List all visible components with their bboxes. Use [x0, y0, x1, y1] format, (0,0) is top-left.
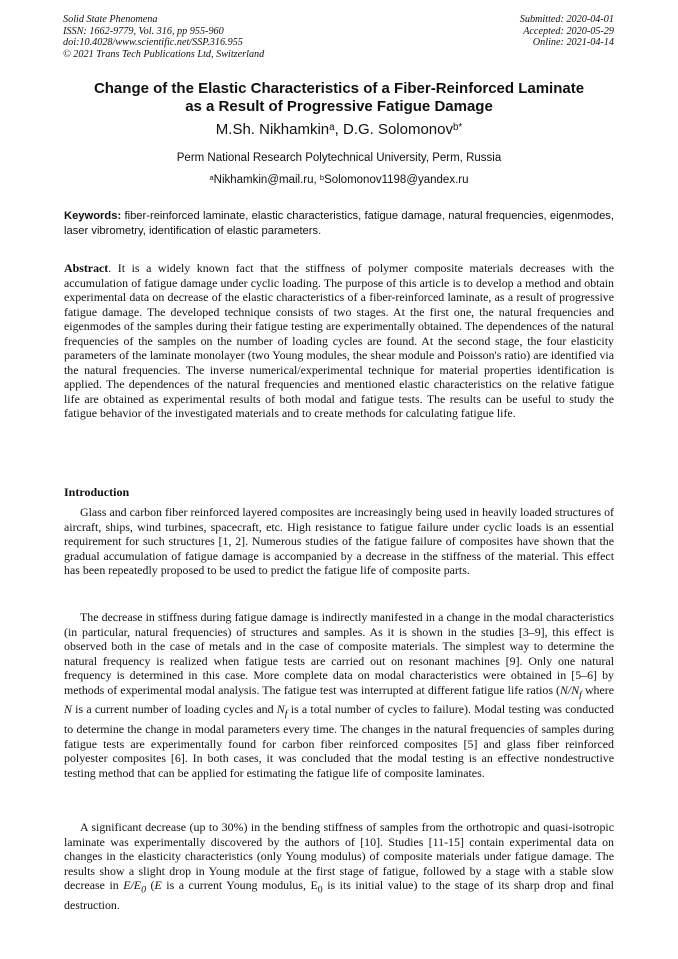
symbol-nf [276, 702, 288, 720]
p3-part-b: ( [146, 878, 155, 892]
symbol-nf-base: N [276, 702, 285, 717]
paper-title [60, 80, 618, 116]
p2-part-a: The decrease in stiffness during fatigue damage is indirectly manifested in a change in the modal characteristics (in particular, natural frequencies) of structures and samples. As it is shown in the studies [3–9], this effect is observed both in the case of metals and in the case of composite materials. The simplest way to determine the natural frequency is realized when fatigue tests are carried out on resonant machines [9]. Only one natural frequency is determined in this case. More complete data on modal characteristics were obtained in [5–6] by methods of experimental modal analysis. The fatigue test was interrupted at different fatigue life ratios ( [64, 610, 614, 697]
ratio-n-nf-base: N/N [559, 682, 580, 697]
author-1-affil-mark: a [329, 121, 335, 133]
intro-paragraph-1-text: Glass and carbon fiber reinforced layered composites are increasingly being used in heavily loaded structures of aircraft, ships, wind turbines, spacecraft, etc. High resistance to fatigue failure under cyclic loads is an essential requirement for such structures [1, 2]. Numerous studies of the fatigue failure of composites have shown that the gradual accumulation of fatigue damage is accompanied by a decrease in the stiffness of the material. This effect has been repeatedly proposed to be used to predict the fatigue life of composite parts. [64, 505, 614, 577]
section-heading-introduction: Introduction [64, 485, 130, 499]
author-separator: , [334, 121, 343, 138]
authors [60, 121, 618, 139]
header-left [63, 14, 264, 60]
symbol-e: E [154, 878, 162, 892]
symbol-n: N [64, 702, 72, 717]
ratio-n-nf [559, 682, 582, 700]
email-b-mark: b [319, 172, 325, 182]
email-a-mark: a [209, 172, 214, 182]
abstract-label: Abstract [64, 261, 109, 275]
ratio-e-e0-base: E/E [123, 878, 142, 892]
symbol-nf-sub: f [284, 708, 288, 720]
ratio-n-nf-sub: f [579, 688, 582, 700]
author-2: D.G. Solomonov [342, 121, 453, 138]
issn-volume: ISSN: 1662-9779, Vol. 316, pp 955-960 [63, 25, 224, 37]
p3-part-d: is its initial value) to the stage of its sharp drop and final destruction. [64, 878, 614, 912]
email-separator: , [313, 174, 320, 186]
email-a[interactable]: Nikhamkin@mail.ru [213, 174, 314, 186]
author-emails [60, 173, 618, 187]
online-date: Online: 2021-04-14 [532, 37, 614, 49]
intro-paragraph-3 [64, 820, 614, 912]
affiliation: Perm National Research Polytechnical University, Perm, Russia [176, 152, 502, 164]
abstract [64, 261, 614, 421]
intro-paragraph-3-text [64, 820, 614, 912]
keywords [64, 209, 614, 238]
p3-part-a: A significant decrease (up to 30%) in the bending stiffness of samples from the orthotropic and quasi-isotropic laminate was experimentally discovered by the authors of [10]. Studies [11-15] contain experimental data on changes in the elasticity characteristics (only Young modulus) of composite materials under fatigue damage. The results show a slight drop in Young module at the first stage of fatigue, followed by a stage with a stable slow decrease in [64, 820, 614, 892]
ratio-e-e0-sub: 0 [141, 884, 147, 896]
copyright: © 2021 Trans Tech Publications Ltd, Switzerland [63, 48, 265, 60]
journal-name: Solid State Phenomena [63, 14, 158, 25]
intro-paragraph-1 [64, 505, 614, 578]
keywords-label: Keywords: [64, 210, 122, 222]
header-right [520, 14, 614, 49]
doi[interactable]: doi:10.4028/www.scientific.net/SSP.316.955 [63, 37, 243, 49]
intro-paragraph-2 [64, 610, 614, 780]
accepted-date: Accepted: 2020-05-29 [523, 25, 614, 37]
symbol-e0-sub: 0 [317, 884, 323, 896]
abstract-text: . It is a widely known fact that the stiffness of polymer composite materials decreases with the accumulation of fatigue damage under cyclic loading. The purpose of this article is to develop a method and obtain experimental data on decrease of the elastic characteristics of a fiber-reinforced laminate, as a result of progressive fatigue damage. The developed technique consists of two stages. At the first one, the natural frequencies and eigenmodes of the samples during their fatigue testing are experimentally obtained. The dependences of the natural frequencies of the samples on the number of loading cycles are found. At the second stage, the four elasticity parameters of the laminate monolayer (two Young modules, the shear module and Poisson's ratio) are identified via the natural frequencies. The inverse numerical/experimental technique for material properties identification is applied. The dependences of the natural frequencies and mentioned elastic characteristics on the relative fatigue life are obtained as experimental results of both modal and fatigue tests. The results can be useful to study the fatigue behavior of the investigated materials and to create methods for calculating fatigue life. [64, 261, 614, 420]
title-line-2: as a Result of Progressive Fatigue Damage [185, 98, 493, 115]
p2-part-c: is a current number of loading cycles and [71, 702, 277, 717]
email-b[interactable]: Solomonov1198@yandex.ru [324, 174, 469, 186]
p2-part-d: is a total number of cycles to failure). Modal testing was conducted to determine the change in modal parameters every time. The changes in the natural frequencies of samples during fatigue tests are experimentally found for carbon fiber reinforced composites [5] and glass fiber reinforced polyester composites [6]. In both cases, it was concluded that the modal testing is an effective nondestructive testing method that can be applied for estimating the fatigue life of composite laminates. [64, 702, 614, 780]
ratio-e-e0 [123, 878, 147, 896]
intro-paragraph-2-text [64, 610, 614, 780]
author-1: M.Sh. Nikhamkin [215, 121, 330, 138]
p3-part-c: is a current Young modulus, E [161, 878, 318, 892]
title-line-1: Change of the Elastic Characteristics of a Fiber-Reinforced Laminate [93, 80, 585, 97]
submitted-date: Submitted: 2020-04-01 [519, 14, 614, 25]
p2-part-b: where [581, 682, 615, 697]
keywords-text: fiber-reinforced laminate, elastic characteristics, fatigue damage, natural frequencies, eigenmodes, laser vibrometry, identification of elastic parameters. [64, 210, 614, 237]
author-2-affil-mark: b* [452, 121, 463, 133]
